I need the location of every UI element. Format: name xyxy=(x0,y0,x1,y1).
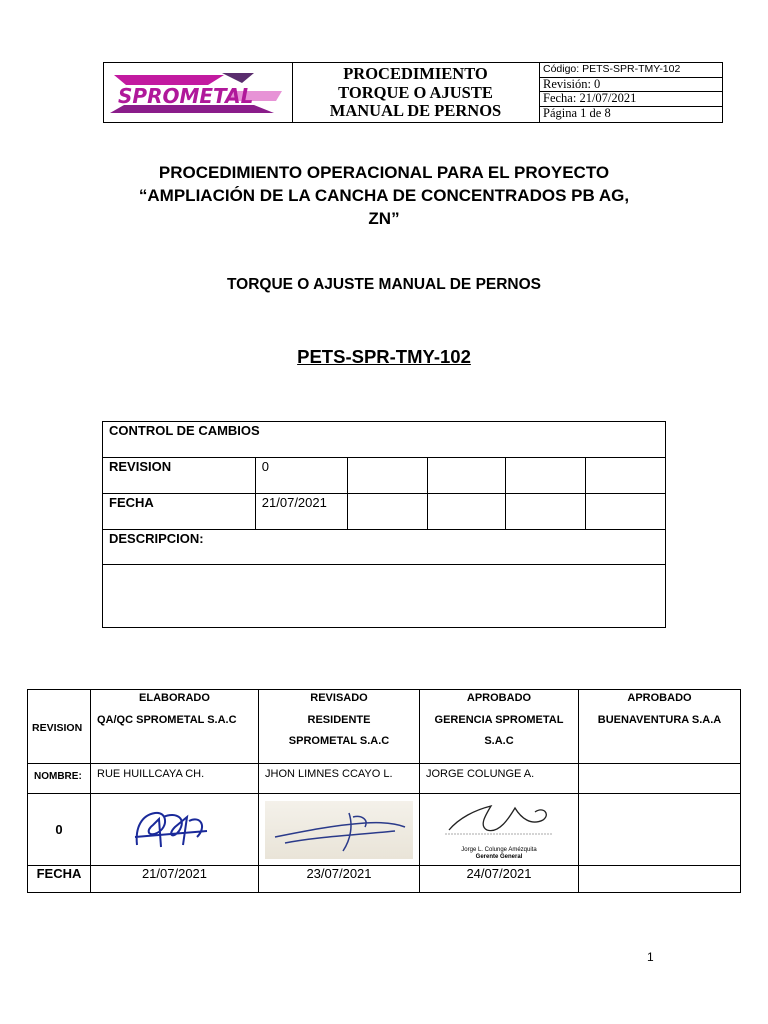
header-title-line: TORQUE O AJUSTE xyxy=(338,82,493,102)
signer-name: JHON LIMNES CCAYO L. xyxy=(259,764,420,794)
signature-cell xyxy=(420,794,579,866)
empty-cell xyxy=(506,494,586,530)
signature-elaborado xyxy=(97,797,247,857)
descripcion-label: DESCRIPCION: xyxy=(103,530,666,565)
revision-number: 0 xyxy=(28,794,91,866)
document-header xyxy=(103,62,723,123)
main-heading-line: ZN” xyxy=(368,209,400,228)
signature-revisado xyxy=(265,801,413,859)
revision-label: REVISION xyxy=(103,458,256,494)
signer-name xyxy=(579,764,741,794)
empty-cell xyxy=(427,458,506,494)
signature-cell xyxy=(579,794,741,866)
page-field: Página 1 de 8 xyxy=(543,105,611,120)
empty-cell xyxy=(427,494,506,530)
change-control-table xyxy=(102,421,666,628)
revision-value: 0 xyxy=(255,458,347,494)
stamp-title: Gerente General xyxy=(475,854,523,860)
page-number: 1 xyxy=(647,950,654,964)
sign-date: 23/07/2021 xyxy=(259,866,420,893)
empty-cell xyxy=(347,458,427,494)
sign-date: 21/07/2021 xyxy=(91,866,259,893)
revisado-header: REVISADO RESIDENTE SPROMETAL S.A.C xyxy=(259,690,420,764)
sprometal-logo xyxy=(104,63,292,122)
fecha-value: 21/07/2021 xyxy=(255,494,347,530)
change-control-title: CONTROL DE CAMBIOS xyxy=(103,422,666,458)
sign-date xyxy=(579,866,741,893)
logo-cell xyxy=(104,63,293,122)
signer-name: JORGE COLUNGE A. xyxy=(420,764,579,794)
logo-text: SPROMETAL xyxy=(118,84,254,108)
revision-header: REVISION xyxy=(28,690,91,764)
nombre-label: NOMBRE: xyxy=(28,764,91,794)
aprobado-header: APROBADO BUENAVENTURA S.A.A xyxy=(579,690,741,764)
header-title xyxy=(292,63,540,122)
empty-cell xyxy=(347,494,427,530)
main-heading xyxy=(0,161,768,230)
fecha-label: FECHA xyxy=(103,494,256,530)
main-heading-line: “AMPLIACIÓN DE LA CANCHA DE CONCENTRADOS PB AG, xyxy=(138,186,630,205)
header-title-line: MANUAL DE PERNOS xyxy=(329,101,502,120)
header-meta xyxy=(540,63,722,122)
stamp-name: Jorge L. Colunge Amézquita xyxy=(461,847,537,853)
empty-cell xyxy=(586,494,666,530)
elaborado-header: ELABORADO QA/QC SPROMETAL S.A.C xyxy=(91,690,259,764)
date-field: Fecha: 21/07/2021 xyxy=(540,92,722,107)
signer-name: RUE HUILLCAYA CH. xyxy=(91,764,259,794)
main-heading-line: PROCEDIMIENTO OPERACIONAL PARA EL PROYECTO xyxy=(158,163,610,182)
doc-code-field: Código: PETS-SPR-TMY-102 xyxy=(540,63,722,78)
descripcion-value xyxy=(103,565,666,628)
signatures-table xyxy=(27,689,741,893)
fecha-label: FECHA xyxy=(28,866,91,893)
signature-cell xyxy=(259,794,420,866)
signature-cell xyxy=(91,794,259,866)
signature-aprobado xyxy=(439,798,559,842)
sign-date: 24/07/2021 xyxy=(420,866,579,893)
document-code: PETS-SPR-TMY-102 xyxy=(297,346,471,367)
revision-field: Revisión: 0 xyxy=(540,78,722,93)
sub-heading: TORQUE O AJUSTE MANUAL DE PERNOS xyxy=(226,276,542,293)
empty-cell xyxy=(506,458,586,494)
header-title-line: PROCEDIMIENTO xyxy=(343,64,488,83)
aprobado-header: APROBADO GERENCIA SPROMETAL S.A.C xyxy=(420,690,579,764)
empty-cell xyxy=(586,458,666,494)
